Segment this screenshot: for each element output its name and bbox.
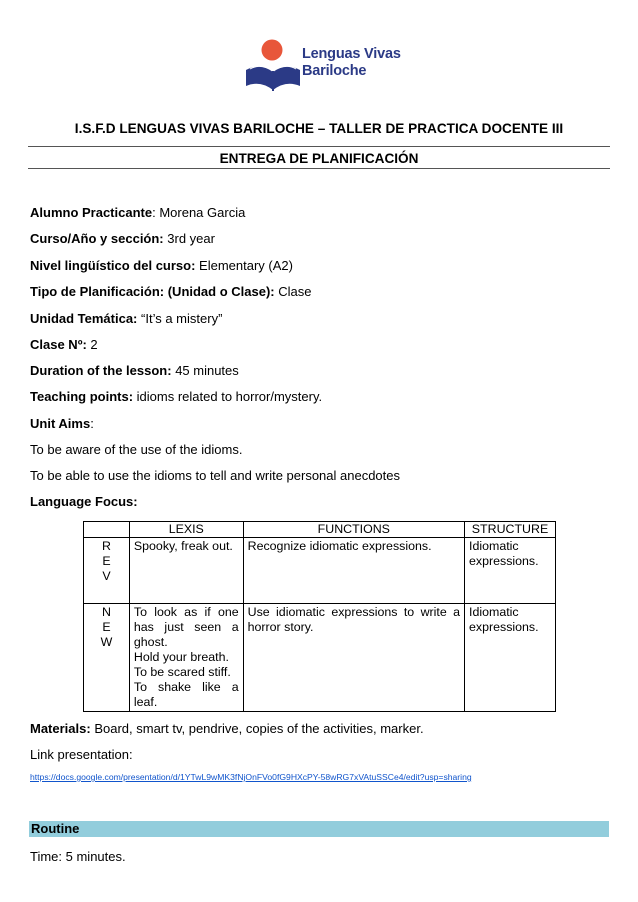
field-label: Alumno Practicante xyxy=(30,205,153,220)
logo-line-2: Bariloche xyxy=(302,63,367,79)
row-label-new: N E W xyxy=(84,604,130,712)
field-label: Tipo de Planificación: (Unidad o Clase): xyxy=(30,284,275,299)
logo-text xyxy=(302,46,401,80)
link-presentation-label: Link presentation: xyxy=(30,747,133,762)
field-tipo xyxy=(30,284,312,299)
materials-label: Materials: xyxy=(30,721,91,736)
cell-structure: Idiomatic expressions. xyxy=(465,538,556,604)
field-value: Morena Garcia xyxy=(159,205,246,220)
field-value: “It’s a mistery” xyxy=(141,311,223,326)
divider-top xyxy=(28,146,610,147)
cell-functions: Recognize idiomatic expressions. xyxy=(243,538,464,604)
table-header-functions: FUNCTIONS xyxy=(243,522,464,538)
aim-1: To be aware of the use of the idioms. xyxy=(30,442,243,457)
table-row xyxy=(84,538,556,604)
cell-functions: Use idiomatic expressions to write a horror story. xyxy=(243,604,464,712)
table-row xyxy=(84,604,556,712)
field-label: Duration of the lesson: xyxy=(30,363,172,378)
field-value: Elementary (A2) xyxy=(199,258,293,273)
document-subtitle: ENTREGA DE PLANIFICACIÓN xyxy=(219,151,419,166)
logo-line-1: Lenguas Vivas xyxy=(302,46,401,62)
field-label: Curso/Año y sección: xyxy=(30,231,164,246)
table-header-structure: STRUCTURE xyxy=(465,522,556,538)
field-alumno: Alumno Practicante: Morena Garcia xyxy=(30,205,246,220)
field-value: 45 minutes xyxy=(175,363,239,378)
field-label: Nivel lingüístico del curso: xyxy=(30,258,196,273)
row-label-rev: R E V xyxy=(84,538,130,604)
routine-time: Time: 5 minutes. xyxy=(30,849,126,864)
field-unidad xyxy=(30,311,222,326)
presentation-link[interactable]: https://docs.google.com/presentation/d/1YTwL9wMK3fNjOnFVo0fG9HXcPY-58wRG7xVAtuSSCe4/edit?usp=sharing xyxy=(30,772,472,782)
aim-2: To be able to use the idioms to tell and write personal anecdotes xyxy=(30,468,401,483)
table-header-empty xyxy=(84,522,130,538)
routine-heading: Routine xyxy=(29,821,609,837)
table-header-lexis: LEXIS xyxy=(129,522,243,538)
cell-lexis: Spooky, freak out. xyxy=(129,538,243,604)
divider-bottom xyxy=(28,168,610,169)
logo-emblem xyxy=(240,36,310,96)
field-label: Teaching points: xyxy=(30,389,134,404)
field-teaching-points xyxy=(30,389,322,404)
language-focus-label: Language Focus: xyxy=(30,494,138,509)
materials xyxy=(30,721,424,736)
field-value: Clase xyxy=(278,284,312,299)
field-clase xyxy=(30,337,98,352)
field-nivel xyxy=(30,258,293,273)
field-duration xyxy=(30,363,239,378)
cell-lexis: To look as if one has just seen a ghost. Hold your breath. To be scared stiff. To shake like a leaf. xyxy=(129,604,243,712)
materials-value: Board, smart tv, pendrive, copies of the activities, marker. xyxy=(94,721,424,736)
field-curso xyxy=(30,231,215,246)
field-value: 2 xyxy=(90,337,98,352)
language-focus-table xyxy=(83,521,556,712)
field-value: 3rd year xyxy=(167,231,215,246)
table-header-row xyxy=(84,522,556,538)
field-unit-aims: Unit Aims: xyxy=(30,416,94,431)
field-value: idioms related to horror/mystery. xyxy=(136,389,323,404)
field-label: Unidad Temática: xyxy=(30,311,138,326)
document-title: I.S.F.D LENGUAS VIVAS BARILOCHE – TALLER DE PRACTICA DOCENTE III xyxy=(74,121,564,136)
field-label: Unit Aims xyxy=(30,416,91,431)
cell-structure: Idiomatic expressions. xyxy=(465,604,556,712)
field-label: Clase Nº: xyxy=(30,337,87,352)
